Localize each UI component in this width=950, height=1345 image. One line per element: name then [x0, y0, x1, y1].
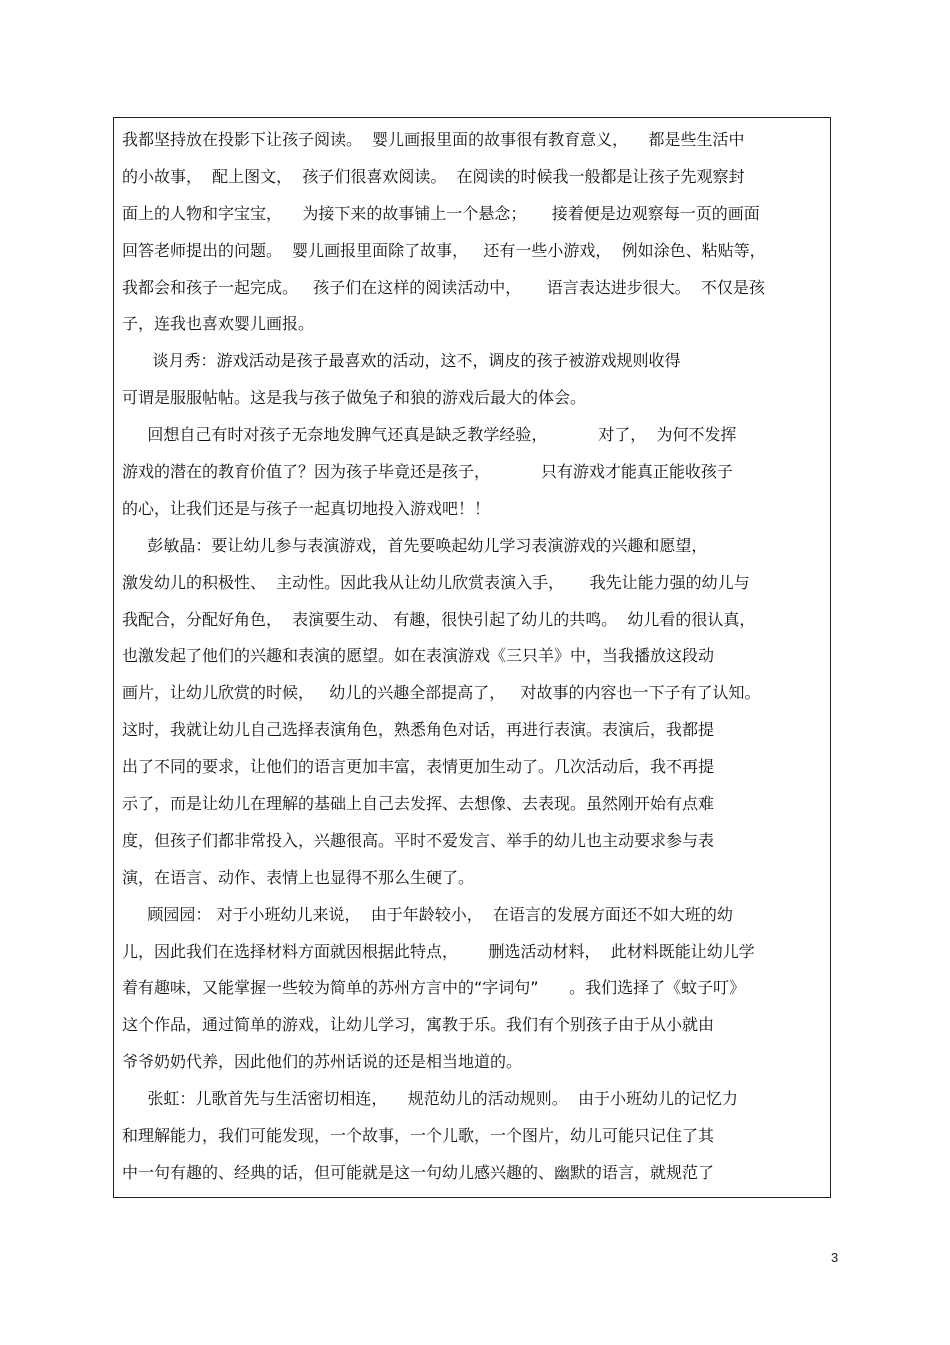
text-line: 我都会和孩子一起完成。 孩子们在这样的阅读活动中， 语言表达进步很大。 不仅是孩: [122, 277, 765, 297]
text-line: 这时，我就让幼儿自己选择表演角色，熟悉角色对话，再进行表演。表演后，我都提: [122, 720, 715, 740]
text-line: 我配合，分配好角色， 表演要生动、 有趣，很快引起了幼儿的共鸣。 幼儿看的很认真，: [122, 609, 756, 629]
text-line: 出了不同的要求，让他们的语言更加丰富，表情更加生动了。几次活动后，我不再提: [122, 757, 715, 777]
text-line: 激发幼儿的积极性、 主动性。因此我从让幼儿欣赏表演入手， 我先让能力强的幼儿与: [122, 572, 750, 592]
text-line: 中一句有趣的、经典的话，但可能就是这一句幼儿感兴趣的、幽默的语言，就规范了: [122, 1162, 715, 1182]
text-line: 的小故事， 配上图文， 孩子们很喜欢阅读。 在阅读的时候我一般都是让孩子先观察封: [122, 166, 745, 186]
text-line: 游戏的潜在的教育价值了？因为孩子毕竟还是孩子， 只有游戏才能真正能收孩子: [122, 462, 733, 482]
page-number: 3: [831, 1250, 839, 1265]
text-line: 的心，让我们还是与孩子一起真切地投入游戏吧！！: [122, 498, 491, 518]
text-line: 和理解能力，我们可能发现，一个故事，一个儿歌，一个图片，幼儿可能只记住了其: [122, 1126, 715, 1146]
text-line: 张虹：儿歌首先与生活密切相连， 规范幼儿的活动规则。 由于小班幼儿的记忆力: [122, 1089, 738, 1109]
text-line: 也激发起了他们的兴趣和表演的愿望。如在表演游戏《三只羊》中，当我播放这段动: [122, 646, 715, 666]
text-line: 回想自己有时对孩子无奈地发脾气还真是缺乏教学经验， 对了， 为何不发挥: [122, 425, 737, 445]
text-line: 谈月秀：游戏活动是孩子最喜欢的活动，这不，调皮的孩子被游戏规则收得: [122, 351, 681, 371]
body-text: [122, 122, 822, 1192]
text-line: 着有趣味，又能掌握一些较为简单的苏州方言中的“字词句” 。我们选择了《蚊子叮》: [122, 978, 746, 998]
text-line: 儿，因此我们在选择材料方面就因根据此特点， 删选活动材料， 此材料既能让幼儿学: [122, 941, 755, 961]
text-line: 我都坚持放在投影下让孩子阅读。 婴儿画报里面的故事很有教育意义， 都是些生活中: [122, 130, 745, 149]
text-line: 回答老师提出的问题。 婴儿画报里面除了故事， 还有一些小游戏， 例如涂色、粘贴等，: [122, 240, 766, 260]
text-line: 演，在语言、动作、表情上也显得不那么生硬了。: [122, 867, 475, 887]
text-line: 面上的人物和字宝宝， 为接下来的故事铺上一个悬念； 接着便是边观察每一页的画面: [122, 203, 760, 223]
text-line: 这个作品，通过简单的游戏，让幼儿学习，寓教于乐。我们有个别孩子由于从小就由: [122, 1015, 715, 1035]
text-line: 度，但孩子们都非常投入，兴趣很高。平时不爱发言、举手的幼儿也主动要求参与表: [122, 830, 715, 850]
text-line: 可谓是服服帖帖。这是我与孩子做兔子和狼的游戏后最大的体会。: [122, 388, 587, 408]
text-line: 顾园园： 对于小班幼儿来说， 由于年龄较小， 在语言的发展方面还不如大班的幼: [122, 904, 733, 924]
text-line: 彭敏晶：要让幼儿参与表演游戏，首先要唤起幼儿学习表演游戏的兴趣和愿望，: [122, 535, 708, 555]
text-line: 示了，而是让幼儿在理解的基础上自己去发挥、去想像、去表现。虽然刚开始有点难: [122, 794, 715, 814]
text-line: 画片，让幼儿欣赏的时候， 幼儿的兴趣全部提高了， 对故事的内容也一下子有了认知。: [122, 683, 761, 703]
text-line: 爷爷奶奶代养，因此他们的苏州话说的还是相当地道的。: [122, 1052, 523, 1072]
text-line: 子，连我也喜欢婴儿画报。: [122, 314, 315, 334]
